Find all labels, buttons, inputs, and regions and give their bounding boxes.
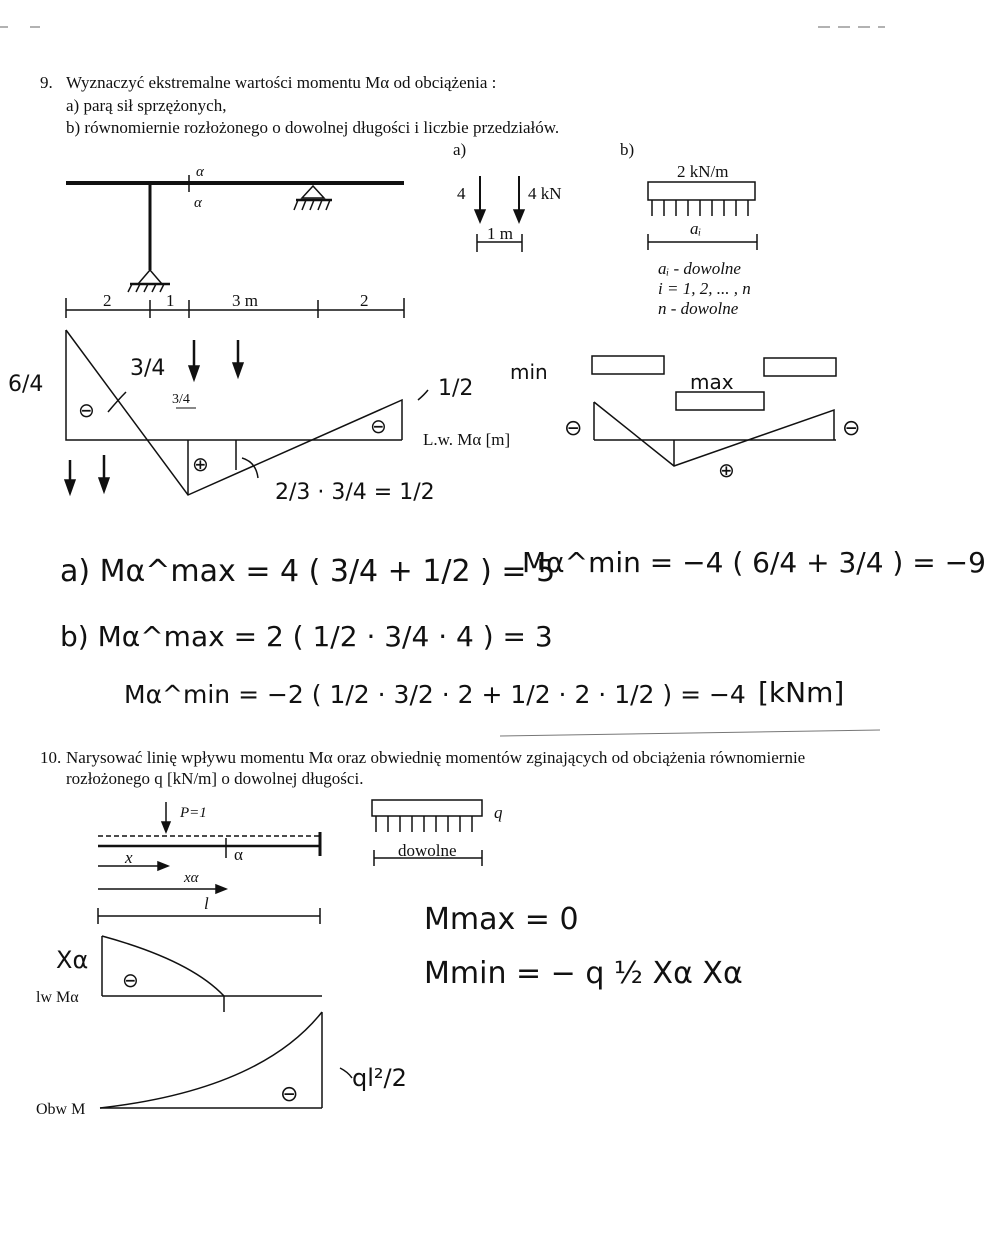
p10-m-min: Mmin = − q ½ Xα Xα [424,956,743,991]
problem10-text2: rozłożonego q [kN/m] o dowolnej długości. [66,769,364,788]
problem9-text: Wyznaczyć ekstremalne wartości momentu Mα od obciążenia : [66,73,497,92]
problem10-text: Narysować linię wpływu momentu Mα oraz obwiednię momentów zginających od obciążenia równomiernie [66,748,806,767]
result-b-min: Mα^min = −2 ( 1/2 · 3/2 · 2 + 1/2 · 2 · 1/2 ) = −4 [124,680,746,709]
il-diagram [66,330,402,495]
sketch-sign-right: ⊖ [842,416,861,441]
result-unit: [kNm] [758,676,845,709]
il-baseline [66,330,402,440]
p10-lw-label: lw Mα [36,989,79,1006]
result-a-min: Mα^min = −4 ( 6/4 + 3/4 ) = −9 [522,546,986,579]
dim-label-3: 3 m [232,291,258,310]
il-left-ordinate: 3/4 [172,392,190,407]
sketch-sign-left: ⊖ [564,416,583,441]
p10-l: l [204,894,209,913]
load-a-label: a) [453,140,467,159]
result-b-max: b) Mα^max = 2 ( 1/2 · 3/4 · 4 ) = 3 [60,620,553,653]
roller-support [302,186,324,198]
sketch-min-label: min [510,360,548,384]
p10-obw-label: Obw M [36,1101,86,1118]
hand-three-fourths: 3/4 [130,356,166,381]
spacing-label: 1 m [487,224,513,243]
p10-x-alpha: xα [184,870,199,886]
p10-length: dowolne [398,841,457,860]
problem9-number: 9. [40,73,53,92]
sign-minus-right: ⊖ [370,414,387,438]
problem9-item-b: b) równomiernie rozłożonego o dowolnej długości i liczbie przedziałów. [66,118,560,137]
p10-q: q [494,803,503,822]
note-3: n - dowolne [658,299,739,318]
problem9-item-a: a) parą sił sprzężonych, [66,96,227,115]
sign-minus-left: ⊖ [78,398,95,422]
load-b-label: b) [620,140,635,159]
hand-six-fourths: 6/4 [8,372,44,397]
p10-hand-x-alpha: Xα [56,946,89,974]
p10-obw-sign: ⊖ [280,1082,299,1107]
sign-plus: ⊕ [192,452,209,476]
result-a-max: a) Mα^max = 4 ( 3/4 + 1/2 ) = 5 [60,554,556,589]
p10-alpha: α [234,845,243,864]
hand-calc: 2/3 · 3/4 = 1/2 [275,480,435,505]
il-label: L.w. Mα [m] [423,430,511,449]
p10-load-label: P=1 [180,805,207,821]
alpha-bottom-label: α [194,195,202,211]
pin-support [138,270,162,284]
length-label: aᵢ [690,219,702,238]
dim-label-4: 2 [360,291,369,310]
force-right-label: 4 kN [528,184,562,203]
dim-label-2: 1 [166,291,175,310]
force-left-label: 4 [457,184,466,203]
hand-one-half: 1/2 [438,376,474,401]
alpha-top-label: α [196,164,204,180]
note-1: aᵢ - dowolne [658,259,741,278]
p10-m-max: Mmax = 0 [424,902,579,937]
problem10-number: 10. [40,748,62,767]
note-2: i = 1, 2, ... , n [658,279,751,298]
p10-hand-ql2: ql²/2 [352,1064,407,1092]
dim-label-1: 2 [103,291,112,310]
sketch-max-label: max [690,370,734,394]
p10-lw-sign: ⊖ [122,968,139,992]
sketch-sign-plus: ⊕ [718,458,735,482]
intensity-label: 2 kN/m [677,162,729,181]
p10-x: x [125,848,133,867]
